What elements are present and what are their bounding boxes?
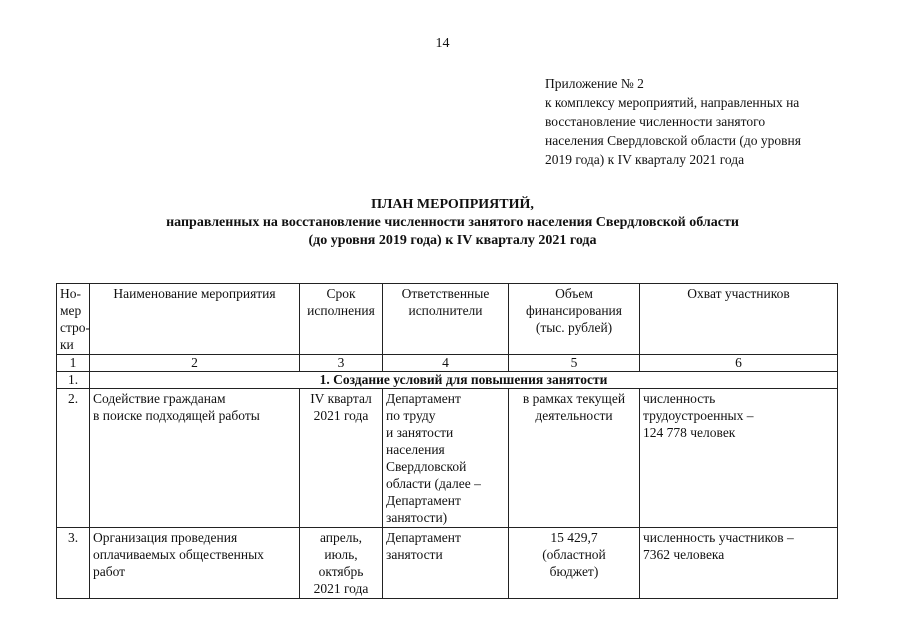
event-name — [90, 528, 300, 599]
header-executors — [383, 284, 509, 355]
section-row — [57, 372, 838, 389]
cell-line: в рамках текущей — [522, 391, 626, 406]
appendix-line: восстановление численности занятого — [545, 114, 766, 129]
cell-line: июль, — [324, 547, 358, 562]
title-line: направленных на восстановление численности занятого населения Свердловской области — [166, 215, 739, 230]
cell-line: деятельности — [535, 408, 613, 423]
cell-line: (областной — [542, 547, 606, 562]
cell-line: 2021 года — [313, 408, 369, 423]
header-row-number — [57, 284, 90, 355]
header-text: Но- — [60, 286, 81, 301]
cell-line: Организация проведения — [93, 530, 238, 545]
cell-line: численность участников – — [643, 530, 794, 545]
column-index: 5 — [509, 355, 640, 372]
event-executors — [383, 389, 509, 528]
event-term — [300, 389, 383, 528]
column-index: 1 — [57, 355, 90, 372]
appendix-line: 2019 года) к IV кварталу 2021 года — [545, 152, 745, 167]
header-funding — [509, 284, 640, 355]
row-number: 1. — [57, 372, 90, 389]
cell-line: населения — [386, 442, 445, 457]
event-funding — [509, 389, 640, 528]
cell-line: работ — [93, 564, 126, 579]
section-title: 1. Создание условий для повышения занятости — [90, 372, 838, 389]
cell-line: бюджет) — [549, 564, 599, 579]
table-row — [57, 389, 838, 528]
cell-line: IV квартал — [310, 391, 372, 406]
table-header-row — [57, 284, 838, 355]
cell-line: октябрь — [318, 564, 364, 579]
column-index: 6 — [640, 355, 838, 372]
header-term — [300, 284, 383, 355]
table-row — [57, 528, 838, 599]
header-event-name — [90, 284, 300, 355]
event-executors — [383, 528, 509, 599]
row-number: 3. — [57, 528, 90, 599]
title-line: (до уровня 2019 года) к IV кварталу 2021 года — [308, 233, 597, 248]
cell-line: оплачиваемых общественных — [93, 547, 264, 562]
header-text: Охват участников — [687, 286, 790, 301]
page-number: 14 — [435, 36, 450, 51]
header-text: мер — [60, 303, 82, 318]
event-term — [300, 528, 383, 599]
header-text: стро- — [60, 320, 91, 335]
event-coverage — [640, 389, 838, 528]
header-text: Наименование мероприятия — [113, 286, 276, 301]
row-number: 2. — [57, 389, 90, 528]
cell-line: Содействие гражданам — [93, 391, 226, 406]
cell-line: 15 429,7 — [550, 530, 598, 545]
cell-line: Департамент — [386, 530, 461, 545]
header-text: (тыс. рублей) — [535, 320, 613, 335]
column-index-row — [57, 355, 838, 372]
cell-line: занятости) — [386, 510, 448, 525]
column-index: 3 — [300, 355, 383, 372]
event-name — [90, 389, 300, 528]
header-coverage — [640, 284, 838, 355]
cell-line: Свердловской — [386, 459, 467, 474]
document-title — [0, 196, 905, 250]
event-funding — [509, 528, 640, 599]
cell-line: апрель, — [319, 530, 363, 545]
header-text: исполнители — [408, 303, 483, 318]
header-text: ки — [60, 337, 74, 352]
cell-line: 2021 года — [313, 581, 369, 596]
cell-line: по труду — [386, 408, 436, 423]
cell-line: 7362 человека — [643, 547, 725, 562]
cell-line: занятости — [386, 547, 443, 562]
appendix-line: населения Свердловской области (до уровня — [545, 133, 801, 148]
appendix-note — [545, 74, 801, 169]
column-index: 2 — [90, 355, 300, 372]
header-text: Срок — [326, 286, 356, 301]
cell-line: области (далее – — [386, 476, 481, 491]
header-text: Объем — [555, 286, 593, 301]
appendix-line: к комплексу мероприятий, направленных на — [545, 95, 800, 110]
title-line: ПЛАН МЕРОПРИЯТИЙ, — [371, 197, 534, 212]
cell-line: Департамент — [386, 391, 461, 406]
header-text: Ответственные — [401, 286, 490, 301]
appendix-line: Приложение № 2 — [545, 76, 644, 91]
cell-line: Департамент — [386, 493, 461, 508]
cell-line: 124 778 человек — [643, 425, 736, 440]
cell-line: и занятости — [386, 425, 454, 440]
cell-line: в поиске подходящей работы — [93, 408, 260, 423]
plan-table — [56, 283, 838, 599]
header-text: финансирования — [526, 303, 622, 318]
cell-line: трудоустроенных – — [643, 408, 754, 423]
event-coverage — [640, 528, 838, 599]
cell-line: численность — [643, 391, 716, 406]
column-index: 4 — [383, 355, 509, 372]
header-text: исполнения — [307, 303, 375, 318]
